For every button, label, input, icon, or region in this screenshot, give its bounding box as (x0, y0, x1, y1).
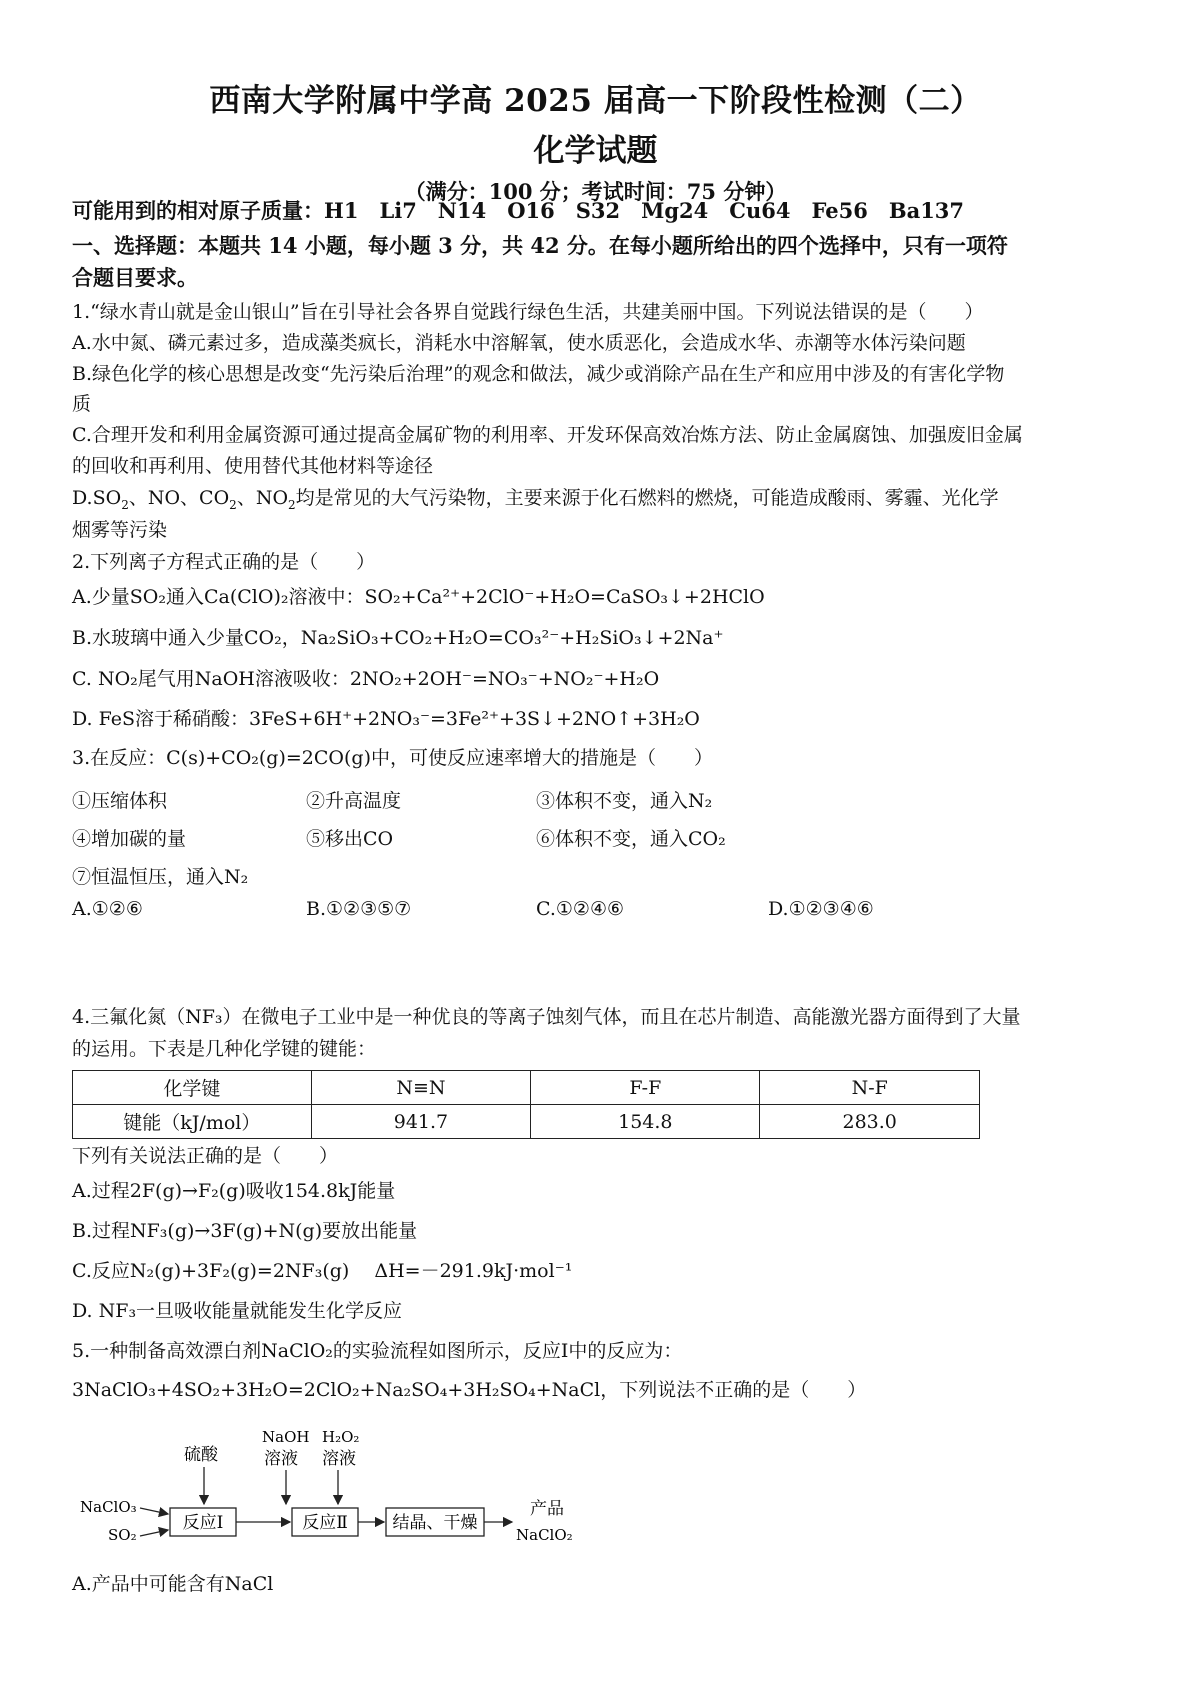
arrow-naclo3 (140, 1508, 168, 1514)
q5-stem-line1: 5.一种制备高效漂白剂NaClO₂的实验流程如图所示，反应I中的反应为： (72, 1340, 683, 1362)
q1-d-no2: 、NO (236, 487, 289, 509)
q3-item-4: ④增加碳的量 (72, 828, 187, 850)
diagram-box-reaction-1-label: 反应Ⅰ (182, 1513, 224, 1533)
diagram-box-crystallize-label: 结晶、干燥 (392, 1513, 478, 1533)
q2-option-b: B.水玻璃中通入少量CO₂，Na₂SiO₃+CO₂+H₂O=CO₃²⁻+H₂SiO₃↓+2Na⁺ (72, 627, 724, 649)
q1-d-sub-1: 2 (121, 497, 129, 512)
q1-d-no: 、NO、CO (128, 487, 230, 509)
table-cell: 154.8 (531, 1105, 760, 1139)
exam-subtitle: 化学试题 (533, 133, 658, 169)
diagram-reagent-sulfuric-acid: 硫酸 (184, 1445, 218, 1465)
q4-stem-line1: 4.三氟化氮（NF₃）在微电子工业中是一种优良的等离子蚀刻气体，而且在芯片制造、高能激光器方面得到了大量 (72, 1006, 1021, 1028)
table-cell: 键能（kJ/mol） (73, 1105, 312, 1139)
atomic-masses: 可能用到的相对原子质量：H1 Li7 N14 O16 S32 Mg24 Cu64 Fe56 Ba137 (72, 198, 965, 223)
diagram-reagent-naoh: NaOH (262, 1430, 310, 1446)
table-header-cell: 化学键 (73, 1071, 312, 1105)
q1-option-c-line2: 的回收和再利用、使用替代其他材料等途径 (72, 455, 434, 477)
table-cell: 941.7 (311, 1105, 531, 1139)
q2-option-c: C. NO₂尾气用NaOH溶液吸收：2NO₂+2OH⁻=NO₃⁻+NO₂⁻+H₂O (72, 668, 660, 690)
q3-stem: 3.在反应：C(s)+CO₂(g)=2CO(g)中，可使反应速率增大的措施是（ ） (72, 747, 713, 769)
q1-d-sub-2: 2 (229, 497, 237, 512)
q3-item-3: ③体积不变，通入N₂ (536, 790, 713, 812)
q3-item-7: ⑦恒温恒压，通入N₂ (72, 866, 249, 888)
diagram-product-formula: NaClO₂ (516, 1526, 573, 1544)
arrow-so2 (140, 1530, 168, 1536)
q4-option-c: C.反应N₂(g)+3F₂(g)=2NF₃(g) ΔH=－291.9kJ·mol⁻¹ (72, 1260, 573, 1282)
q1-option-d-line2: 烟雾等污染 (72, 519, 168, 541)
process-flow-diagram (72, 1430, 632, 1555)
table-header-cell: N-F (760, 1071, 980, 1105)
section-heading-line1: 一、选择题：本题共 14 小题，每小题 3 分，共 42 分。在每小题所给出的四个选择中，只有一项符 (72, 233, 1008, 258)
q1-option-a: A.水中氮、磷元素过多，造成藻类疯长，消耗水中溶解氧，使水质恶化，会造成水华、赤潮等水体污染问题 (72, 332, 966, 354)
q1-d-rest: 均是常见的大气污染物，主要来源于化石燃料的燃烧，可能造成酸雨、雾霾、光化学 (295, 487, 999, 509)
q5-stem-line2: 3NaClO₃+4SO₂+3H₂O=2ClO₂+Na₂SO₄+3H₂SO₄+NaCl，下列说法不正确的是（ ） (72, 1379, 867, 1401)
table-cell: 283.0 (760, 1105, 980, 1139)
q3-item-5: ⑤移出CO (306, 828, 394, 850)
diagram-reagent-naoh-solution: 溶液 (264, 1449, 298, 1469)
diagram-input-so2: SO₂ (108, 1526, 137, 1544)
table-header-row (73, 1071, 980, 1105)
diagram-product-label: 产品 (530, 1499, 564, 1519)
q4-option-a: A.过程2F(g)→F₂(g)吸收154.8kJ能量 (72, 1180, 396, 1202)
q3-option-d: D.①②③④⑥ (768, 898, 874, 920)
q4-option-b: B.过程NF₃(g)→3F(g)+N(g)要放出能量 (72, 1220, 418, 1242)
diagram-reagent-h2o2-solution: 溶液 (322, 1449, 356, 1469)
q4-stem-line2: 的运用。下表是几种化学键的键能： (72, 1038, 377, 1060)
q1-d-so2: SO (92, 487, 122, 509)
q1-d-sub-3: 2 (288, 497, 296, 512)
q2-option-d: D. FeS溶于稀硝酸：3FeS+6H⁺+2NO₃⁻=3Fe²⁺+3S↓+2NO↑+3H₂O (72, 708, 700, 730)
table-row (73, 1105, 980, 1139)
q3-option-a: A.①②⑥ (72, 898, 143, 920)
q3-option-c: C.①②④⑥ (536, 898, 625, 920)
table-header-cell: F-F (531, 1071, 760, 1105)
section-heading-line2: 合题目要求。 (72, 265, 198, 290)
q1-option-d-line1 (72, 486, 1132, 517)
diagram-reagent-h2o2: H₂O₂ (322, 1430, 360, 1446)
table-header-cell: N≡N (311, 1071, 531, 1105)
q1-d-lead: D. (72, 487, 93, 509)
q3-item-1: ①压缩体积 (72, 790, 168, 812)
bond-energy-table (72, 1070, 980, 1139)
q1-option-c-line1: C.合理开发和利用金属资源可通过提高金属矿物的利用率、开发环保高效冶炼方法、防止金属腐蚀、加强废旧金属 (72, 424, 1023, 446)
q3-option-b: B.①②③⑤⑦ (306, 898, 412, 920)
q1-stem: 1.“绿水青山就是金山银山”旨在引导社会各界自觉践行绿色生活，共建美丽中国。下列说法错误的是（ ） (72, 301, 984, 323)
q2-stem: 2.下列离子方程式正确的是（ ） (72, 551, 376, 573)
q2-option-a: A.少量SO₂通入Ca(ClO)₂溶液中：SO₂+Ca²⁺+2ClO⁻+H₂O=CaSO₃↓+2HClO (72, 586, 765, 608)
diagram-box-reaction-2-label: 反应Ⅱ (302, 1513, 348, 1533)
score-info: （满分：100 分；考试时间：75 分钟） (404, 179, 787, 204)
q1-option-b-line1: B.绿色化学的核心思想是改变“先污染后治理”的观念和做法，减少或消除产品在生产和应用中涉及的有害化学物 (72, 363, 1005, 385)
q3-item-2: ②升高温度 (306, 790, 402, 812)
exam-title: 西南大学附属中学高 2025 届高一下阶段性检测（二） (209, 83, 982, 119)
q4-option-d: D. NF₃一旦吸收能量就能发生化学反应 (72, 1300, 403, 1322)
diagram-input-naclo3: NaClO₃ (80, 1498, 137, 1516)
q1-option-b-line2: 质 (72, 393, 92, 415)
q4-ask: 下列有关说法正确的是（ ） (72, 1145, 339, 1167)
q5-option-a: A.产品中可能含有NaCl (72, 1573, 274, 1595)
q3-item-6: ⑥体积不变，通入CO₂ (536, 828, 726, 850)
